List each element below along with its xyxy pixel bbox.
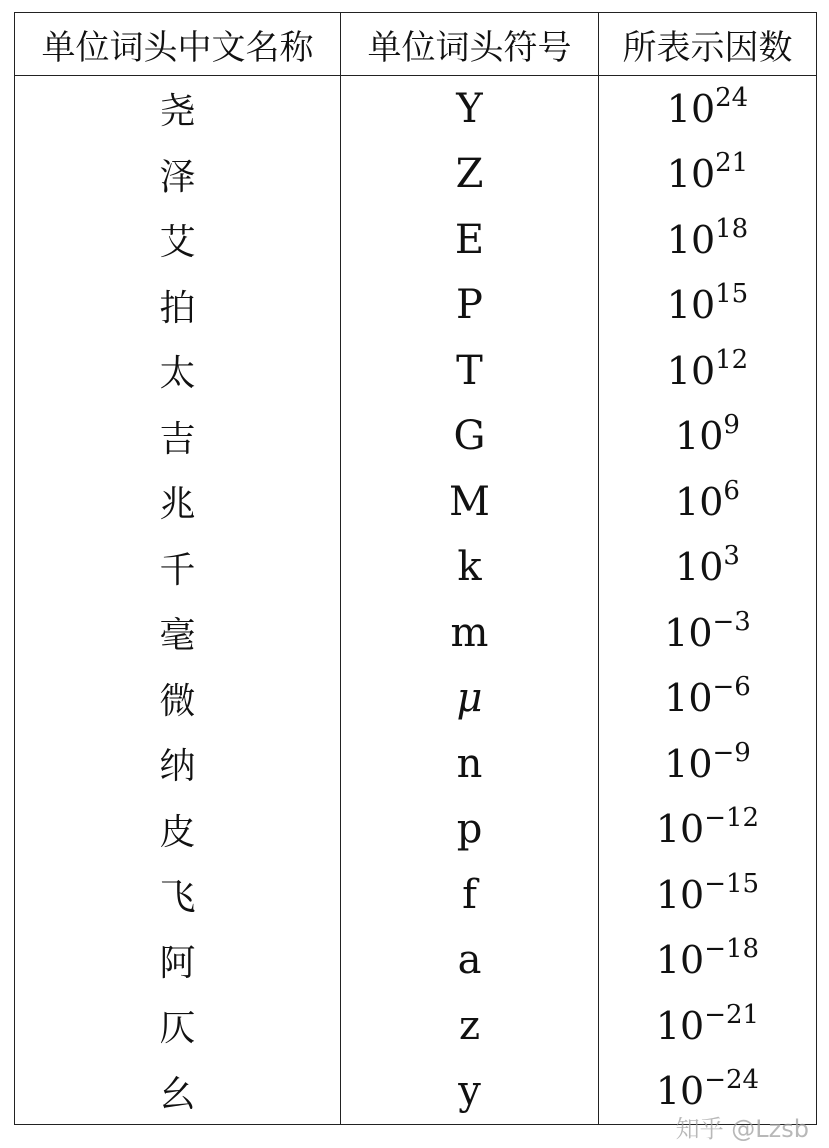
prefix-name-cell: 太 bbox=[15, 338, 341, 404]
prefix-name-cell: 艾 bbox=[15, 207, 341, 273]
prefix-name-cell: 纳 bbox=[15, 731, 341, 797]
factor-base: 10 bbox=[664, 676, 713, 721]
header-row bbox=[15, 13, 817, 76]
prefix-symbol-cell: k bbox=[341, 535, 599, 601]
factor-base: 10 bbox=[655, 938, 705, 983]
prefix-symbol-cell: m bbox=[341, 600, 599, 666]
prefix-symbol-cell: M bbox=[341, 469, 599, 535]
table-body bbox=[15, 76, 817, 1125]
prefix-name-cell: 拍 bbox=[15, 273, 341, 339]
factor-exponent: 9 bbox=[723, 410, 740, 441]
factor-exponent: 12 bbox=[715, 344, 749, 375]
table-row bbox=[15, 928, 817, 994]
si-prefix-table bbox=[14, 12, 817, 1125]
factor-exponent: 15 bbox=[715, 279, 749, 310]
prefix-name-cell: 泽 bbox=[15, 142, 341, 208]
table-row bbox=[15, 993, 817, 1059]
factor-exponent: 18 bbox=[715, 213, 749, 244]
factor-cell bbox=[599, 731, 817, 797]
factor-exponent: 3 bbox=[723, 541, 740, 572]
prefix-name-cell: 毫 bbox=[15, 600, 341, 666]
factor-cell bbox=[599, 862, 817, 928]
factor-cell bbox=[599, 76, 817, 142]
factor-cell bbox=[599, 338, 817, 404]
table-row bbox=[15, 338, 817, 404]
table-row bbox=[15, 600, 817, 666]
table-row bbox=[15, 797, 817, 863]
factor-base: 10 bbox=[666, 283, 716, 328]
factor-exponent: 21 bbox=[715, 148, 749, 179]
prefix-name-cell: 皮 bbox=[15, 797, 341, 863]
factor-exponent: −3 bbox=[712, 606, 751, 637]
factor-cell bbox=[599, 207, 817, 273]
factor-exponent: −15 bbox=[704, 868, 760, 899]
prefix-symbol-cell: y bbox=[341, 1059, 599, 1125]
prefix-symbol-cell: T bbox=[341, 338, 599, 404]
table-row bbox=[15, 142, 817, 208]
factor-base: 10 bbox=[666, 217, 716, 262]
factor-base: 10 bbox=[675, 545, 724, 590]
table-row bbox=[15, 535, 817, 601]
prefix-name-cell: 微 bbox=[15, 666, 341, 732]
table-row bbox=[15, 731, 817, 797]
factor-exponent: −18 bbox=[704, 934, 760, 965]
factor-base: 10 bbox=[675, 479, 724, 524]
factor-cell bbox=[599, 666, 817, 732]
prefix-symbol-cell: p bbox=[341, 797, 599, 863]
factor-cell bbox=[599, 404, 817, 470]
factor-exponent: −24 bbox=[704, 1065, 760, 1096]
factor-cell bbox=[599, 469, 817, 535]
factor-base: 10 bbox=[664, 741, 713, 786]
factor-base: 10 bbox=[666, 152, 716, 197]
factor-cell bbox=[599, 928, 817, 994]
factor-exponent: −12 bbox=[704, 803, 760, 834]
factor-cell bbox=[599, 600, 817, 666]
watermark: 知乎 @Lzsb bbox=[675, 1115, 809, 1143]
prefix-symbol-cell: P bbox=[341, 273, 599, 339]
factor-base: 10 bbox=[664, 610, 713, 655]
factor-base: 10 bbox=[655, 1003, 705, 1048]
prefix-name-cell: 仄 bbox=[15, 993, 341, 1059]
factor-base: 10 bbox=[675, 414, 724, 459]
prefix-symbol-cell: Z bbox=[341, 142, 599, 208]
table-row bbox=[15, 207, 817, 273]
prefix-name-cell: 吉 bbox=[15, 404, 341, 470]
factor-exponent: −21 bbox=[704, 999, 760, 1030]
prefix-name-cell: 千 bbox=[15, 535, 341, 601]
factor-base: 10 bbox=[666, 86, 716, 131]
header-prefix-symbol: 单位词头符号 bbox=[341, 13, 599, 76]
table-row bbox=[15, 862, 817, 928]
table-row bbox=[15, 273, 817, 339]
prefix-symbol-cell: z bbox=[341, 993, 599, 1059]
factor-exponent: 24 bbox=[715, 82, 749, 113]
prefix-symbol-cell: G bbox=[341, 404, 599, 470]
header-prefix-name: 单位词头中文名称 bbox=[15, 13, 341, 76]
table-row bbox=[15, 666, 817, 732]
table-row bbox=[15, 469, 817, 535]
factor-base: 10 bbox=[655, 1069, 705, 1114]
prefix-name-cell: 尧 bbox=[15, 76, 341, 142]
prefix-symbol-cell: a bbox=[341, 928, 599, 994]
factor-exponent: −6 bbox=[712, 672, 751, 703]
table-row bbox=[15, 404, 817, 470]
prefix-symbol-cell: E bbox=[341, 207, 599, 273]
factor-base: 10 bbox=[655, 872, 705, 917]
table-header bbox=[15, 13, 817, 76]
table-row bbox=[15, 76, 817, 142]
prefix-name-cell: 兆 bbox=[15, 469, 341, 535]
header-factor: 所表示因数 bbox=[599, 13, 817, 76]
prefix-name-cell: 飞 bbox=[15, 862, 341, 928]
prefix-name-cell: 阿 bbox=[15, 928, 341, 994]
factor-exponent: 6 bbox=[723, 475, 740, 506]
factor-cell bbox=[599, 993, 817, 1059]
factor-cell bbox=[599, 142, 817, 208]
prefix-symbol-cell: Y bbox=[341, 76, 599, 142]
factor-base: 10 bbox=[666, 348, 716, 393]
factor-base: 10 bbox=[655, 807, 705, 852]
prefix-name-cell: 幺 bbox=[15, 1059, 341, 1125]
factor-exponent: −9 bbox=[712, 737, 751, 768]
factor-cell bbox=[599, 797, 817, 863]
prefix-symbol-cell: f bbox=[341, 862, 599, 928]
prefix-symbol-cell: n bbox=[341, 731, 599, 797]
factor-cell bbox=[599, 273, 817, 339]
factor-cell bbox=[599, 535, 817, 601]
prefix-symbol-cell: μ bbox=[341, 666, 599, 732]
